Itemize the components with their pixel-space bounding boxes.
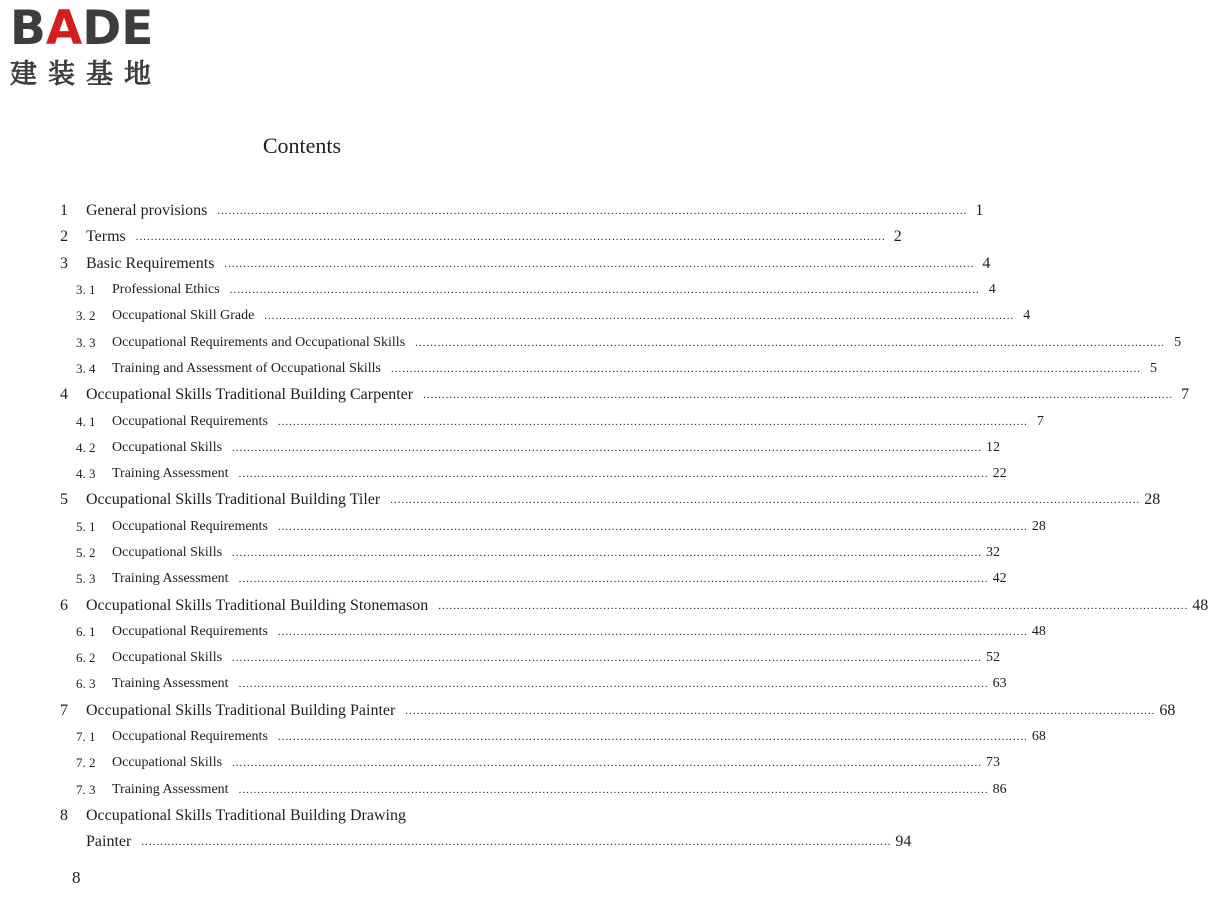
toc-page: 5 [1174,334,1182,350]
toc-label: Occupational Skills [112,650,223,666]
toc-number: 7. 3 [76,781,96,797]
toc-leader: ........................................................................................................................................................................................................ [415,336,1166,349]
toc-number: 3. 3 [76,334,96,350]
toc-leader: ........................................................................................................................................................................................................ [238,573,989,586]
toc-page: 68 [1159,701,1176,719]
toc-leader: ........................................................................................................................................................................................................ [232,652,983,665]
toc-page: 48 [1031,623,1046,639]
toc-entry [58,671,1007,697]
toc-entry [58,803,546,829]
toc-leader: ........................................................................................................................................................................................................ [229,284,980,297]
toc-entry [58,566,1007,592]
toc-page: 2 [893,228,902,246]
toc-label: Occupational Skill Grade [112,308,255,324]
toc-page: 42 [992,571,1007,587]
toc-label: Occupational Skills [112,545,223,560]
toc-label: Occupational Requirements and Occupational Skills [112,334,406,350]
logo-wordmark: BADE [10,1,154,56]
toc-entry [58,303,1031,329]
toc-number: 7. 1 [76,729,96,745]
toc-number: 1 [60,202,68,220]
toc-number: 3 [60,254,68,272]
toc-label: Training and Assessment of Occupational Skills [112,360,381,376]
toc-label: Terms [86,228,126,246]
toc-leader: ........................................................................................................................................................................................................ [141,836,892,849]
toc-entry [58,645,1001,671]
toc-leader: ........................................................................................................................................................................................................ [390,362,1141,375]
toc-number: 3. 2 [76,308,96,324]
toc-entry [58,356,1157,382]
toc-label: Basic Requirements [86,254,215,272]
toc-number: 6. 2 [76,650,96,666]
toc-page: 5 [1149,360,1157,376]
toc-label: Occupational Skills [112,755,223,771]
toc-number: 7. 2 [76,755,96,771]
toc-label: Training Assessment [112,781,229,797]
toc-label: Occupational Skills Traditional Building Drawing [86,806,406,824]
toc-label: Professional Ethics [112,282,220,298]
toc-number: 4. 2 [76,439,96,455]
toc-leader: ........................................................................................................................................................................................................ [135,231,886,244]
toc-entry [58,329,1182,355]
toc-leader: ........................................................................................................................................................................................................ [277,731,1028,744]
toc-number: 3. 4 [76,360,96,376]
toc-page: 63 [992,676,1007,692]
page-number: 8 [72,868,81,887]
toc-page: 52 [986,650,1001,666]
toc-leader: ........................................................................................................................................................................................................ [390,494,1141,507]
toc-entry [58,461,1007,487]
toc-entry [58,251,991,277]
toc-label: Occupational Skills Traditional Building Tiler [86,491,381,509]
toc-label: General provisions [86,202,208,220]
toc-leader: ........................................................................................................................................................................................................ [224,257,975,270]
toc-label: Occupational Skills Traditional Building Carpenter [86,386,414,404]
toc-leader: ........................................................................................................................................................................................................ [232,757,983,770]
toc-label: Training Assessment [112,466,229,482]
toc-label: Occupational Skills Traditional Building Stonemason [86,596,429,614]
toc-leader: ........................................................................................................................................................................................................ [217,205,968,218]
toc-page: 68 [1031,729,1046,745]
toc-number: 4. 1 [76,413,96,429]
toc-entry [58,435,1001,461]
toc-entry [58,750,1001,776]
toc-leader: ........................................................................................................................................................................................................ [405,704,1156,717]
toc-entry [58,592,1208,618]
toc-entry-continued [58,829,912,855]
toc-label: Training Assessment [112,571,229,587]
toc-number: 6 [60,596,68,614]
toc-leader: ........................................................................................................................................................................................................ [232,441,983,454]
toc-label-continued: Painter [86,833,132,851]
toc-entry [58,382,1190,408]
logo-subtitle: 建装基地 [10,59,162,90]
toc-page: 86 [992,781,1007,797]
page-title: Contents [262,133,342,158]
toc-label: Occupational Requirements [112,518,268,534]
toc-leader: ........................................................................................................................................................................................................ [264,310,1015,323]
toc-page: 28 [1144,491,1161,509]
toc-number: 4. 3 [76,466,96,482]
toc-number: 5. 1 [76,518,96,534]
bade-logo [8,1,178,96]
toc-label: Occupational Requirements [112,623,268,639]
toc-leader: ........................................................................................................................................................................................................ [232,547,983,559]
toc-number: 8 [60,806,68,824]
toc-leader: ........................................................................................................................................................................................................ [438,599,1189,612]
toc-label: Occupational Requirements [112,729,268,745]
toc-label: Training Assessment [112,676,229,692]
toc-entry [58,487,1161,513]
table-of-contents [58,198,1208,855]
toc-number: 5 [60,491,68,509]
toc-page: 73 [986,755,1001,771]
toc-number: 7 [60,701,68,719]
toc-page: 28 [1031,518,1046,534]
toc-entry [58,224,902,250]
toc-entry [58,540,1001,566]
toc-leader: ........................................................................................................................................................................................................ [238,468,989,481]
toc-leader: ........................................................................................................................................................................................................ [277,520,1028,533]
toc-number: 5. 3 [76,571,96,587]
toc-entry [58,514,1046,540]
toc-entry [58,198,984,224]
toc-entry [58,277,996,303]
toc-entry [58,777,1007,803]
toc-page: 1 [975,202,984,220]
toc-number: 4 [60,386,68,404]
toc-page: 4 [982,254,991,272]
toc-entry [58,408,1044,434]
toc-page: 22 [992,466,1007,482]
toc-page: 94 [895,833,912,851]
toc-page: 4 [1023,308,1031,324]
toc-entry [58,619,1046,645]
toc-page: 7 [1181,386,1190,404]
toc-page: 4 [988,282,996,298]
toc-number: 3. 1 [76,282,96,298]
toc-label: Occupational Skills Traditional Building Painter [86,701,396,719]
toc-entry [58,724,1046,750]
toc-leader: ........................................................................................................................................................................................................ [277,415,1028,428]
toc-page: 7 [1036,413,1044,429]
toc-label: Occupational Skills [112,439,223,455]
toc-page: 12 [986,439,1001,455]
toc-number: 5. 2 [76,545,96,560]
toc-leader: ........................................................................................................................................................................................................ [277,625,1028,638]
toc-label: Occupational Requirements [112,413,268,429]
toc-page: 48 [1192,596,1208,614]
toc-number: 6. 3 [76,676,96,692]
toc-leader: ........................................................................................................................................................................................................ [238,678,989,691]
toc-page: 32 [986,545,1001,560]
toc-number: 2 [60,228,68,246]
toc-leader: ........................................................................................................................................................................................................ [423,389,1174,402]
toc-leader: ........................................................................................................................................................................................................ [238,783,989,796]
toc-number: 6. 1 [76,623,96,639]
toc-entry [58,698,1176,724]
